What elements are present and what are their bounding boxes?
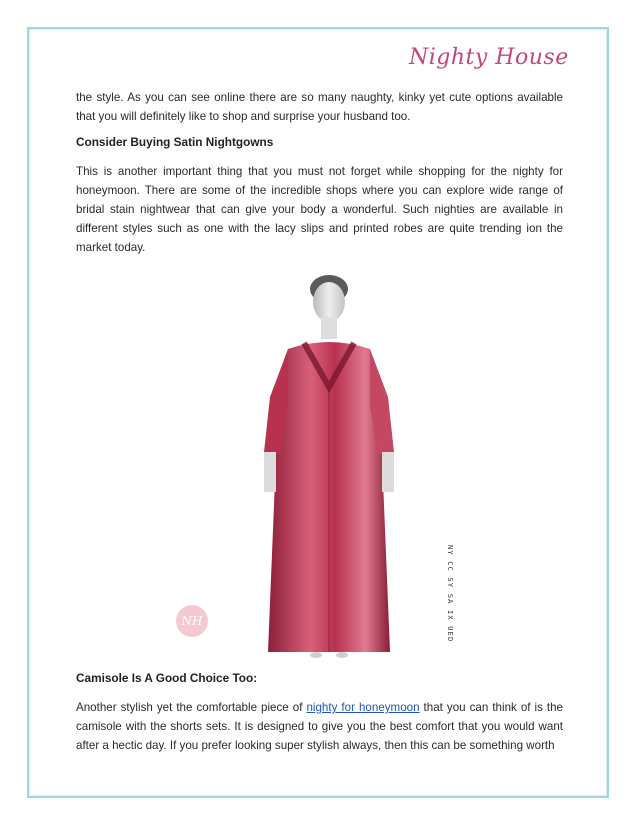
camisole-text-before-link: Another stylish yet the comfortable piece of bbox=[76, 701, 307, 714]
brand-logo-text: Nighty House bbox=[409, 45, 569, 70]
brand-seal: NH bbox=[176, 605, 208, 637]
camisole-text-after-link: that you can think of is the camisole with the shorts sets. It is designed to give you the best comfort that you would want after a hectic day. If you prefer looking super stylish always, then this can be something worth bbox=[76, 701, 564, 752]
section-heading-satin: Consider Buying Satin Nightgowns bbox=[76, 135, 274, 149]
intro-paragraph: the style. As you can see online there are so many naughty, kinky yet cute options available that you will definitely like to shop and surprise your husband too. bbox=[76, 91, 563, 123]
section-body-camisole bbox=[76, 698, 563, 755]
brand-logo bbox=[409, 45, 569, 81]
product-code-vertical: NY CC SY SA IX UED bbox=[446, 545, 454, 643]
section-body-satin: This is another important thing that you must not forget while shopping for the nighty for honeymoon. There are some of the incredible shops where you can explore wide range of bridal stain nightwear that can give your body a wonderful. Such nighties are available in different styles such as one with the lacy slips and printed robes are quite trending ion the market today. bbox=[76, 165, 563, 254]
intro-paragraph-block bbox=[76, 88, 563, 126]
section-heading-camisole: Camisole Is A Good Choice Too: bbox=[76, 671, 258, 685]
nighty-for-honeymoon-link[interactable]: nighty for honeymoon bbox=[306, 701, 420, 714]
section-camisole-body-block bbox=[76, 698, 563, 755]
satin-robe-mannequin-icon bbox=[176, 257, 464, 658]
section-camisole-block bbox=[76, 669, 563, 688]
section-satin-block bbox=[76, 133, 563, 152]
product-image bbox=[176, 257, 464, 658]
section-satin-body-block bbox=[76, 162, 563, 257]
